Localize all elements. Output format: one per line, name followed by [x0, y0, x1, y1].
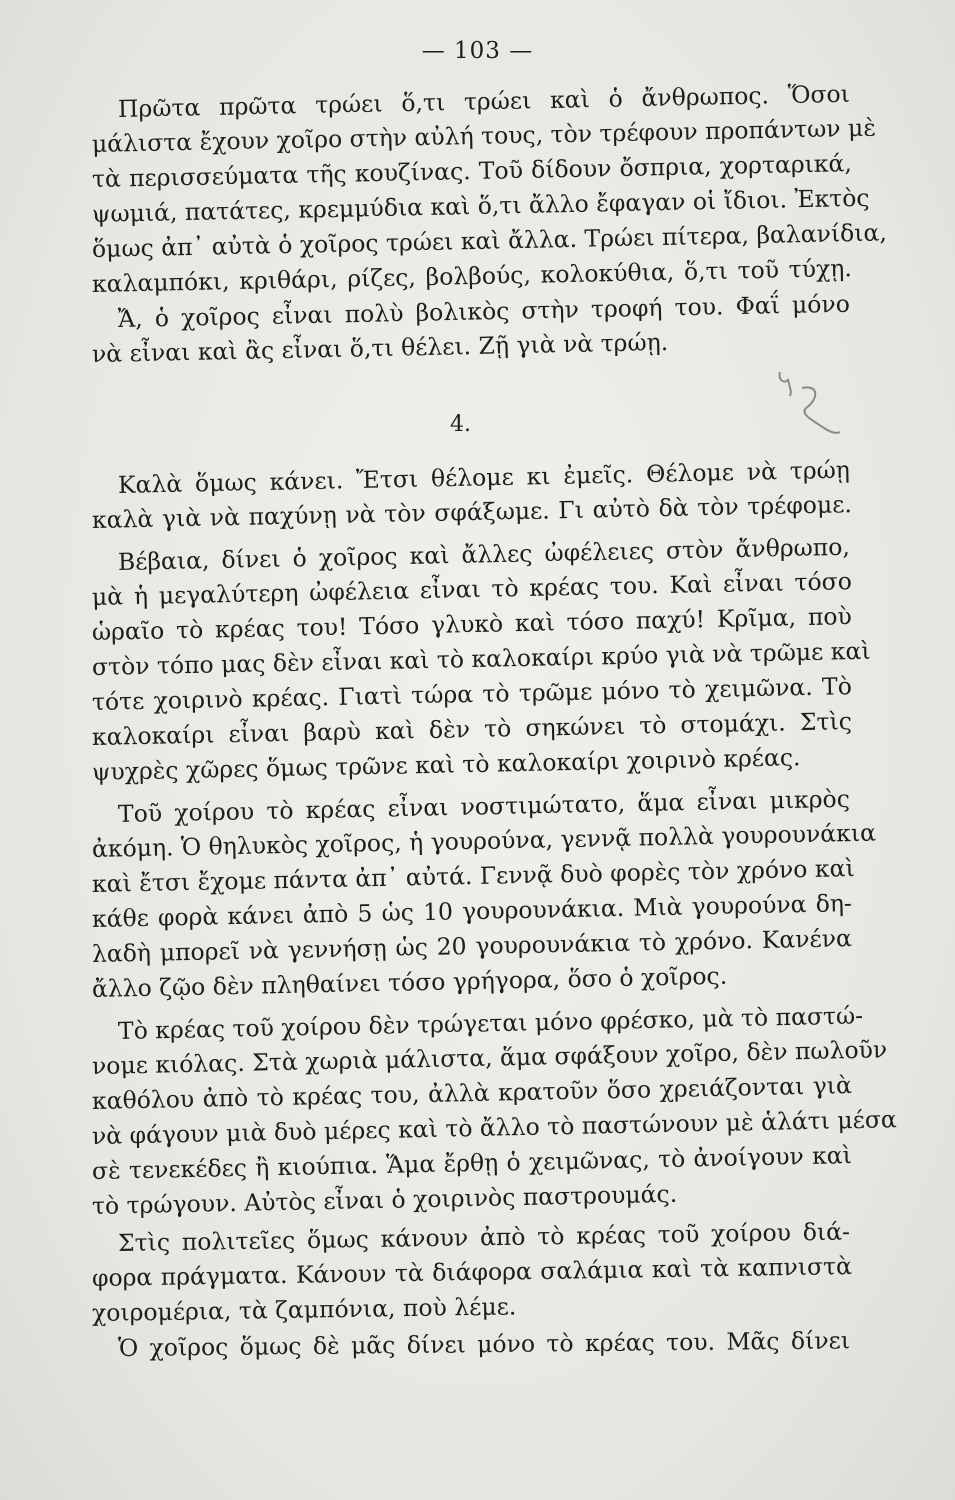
text-line: καλοκαίρι εἶναι βαρὺ καὶ δὲν τὸ σηκώνει τὸ στομάχι. Στὶς	[91, 707, 853, 751]
text-line: φορα πράγματα. Κάνουν τὰ διάφορα σαλάμια καὶ τὰ καπνιστὰ	[91, 1252, 853, 1292]
text-line: Καλὰ ὅμως κάνει. Ἔτσι θέλομε κι ἐμεῖς. Θέλομε νὰ τρώῃ	[117, 455, 851, 499]
text-line: νομε κιόλας. Στὰ χωριὰ μάλιστα, ἅμα σφάξουν χοῖρο, δὲν πωλοῦν	[91, 1035, 888, 1080]
text-line: κάθε φορὰ κάνει ἀπὸ 5 ὡς 10 γουρουνάκια. Μιὰ γουρούνα δη-	[91, 889, 853, 933]
text-line: μάλιστα ἔχουν χοῖρο στὴν αὐλή τους, τὸν τρέφουν προπάντων μὲ	[91, 113, 877, 158]
pencil-mark	[760, 358, 850, 448]
text-line: ὅμως ἀπ᾽ αὐτὰ ὁ χοῖρος τρώει καὶ ἄλλα. Τρώει πίτερα, βαλανίδια,	[91, 218, 888, 263]
text-line: καθόλου ἀπὸ τὸ κρέας του, ἀλλὰ κρατοῦν ὅσο χρειάζονται γιὰ	[91, 1071, 853, 1115]
text-line: Τὸ κρέας τοῦ χοίρου δὲν τρώγεται μόνο φρέσκο, μὰ τὸ παστώ-	[117, 1001, 864, 1045]
text-line: μὰ ἡ μεγαλύτερη ὠφέλεια εἶναι τὸ κρέας του. Καὶ εἶναι τόσο	[91, 567, 853, 611]
text-line: τὸ τρώγουν. Αὐτὸς εἶναι ὁ χοιρινὸς παστρουμάς.	[91, 1179, 678, 1220]
text-line: νὰ εἶναι καὶ ἂς εἶναι ὅ,τι θέλει. Ζῇ γιὰ νὰ τρώῃ.	[91, 327, 669, 368]
text-line: καλὰ γιὰ νὰ παχύνῃ νὰ τὸν σφάξωμε. Γι αὐτὸ δὰ τὸν τρέφομε.	[91, 490, 853, 534]
text-line: ψωμιά, πατάτες, κρεμμύδια καὶ ὅ,τι ἄλλο ἔφαγαν οἱ ἴδιοι. Ἐκτὸς	[91, 183, 870, 228]
text-line: νὰ φάγουν μιὰ δυὸ μέρες καὶ τὸ ἄλλο τὸ παστώνουν μὲ ἁλάτι μέσα	[91, 1105, 898, 1150]
page-number: — 103 —	[421, 38, 534, 64]
text-line: ὡραῖο τὸ κρέας του! Τόσο γλυκὸ καὶ τόσο παχύ! Κρῖμα, ποὺ	[91, 602, 853, 646]
text-line: Στὶς πολιτεῖες ὅμως κάνουν ἀπὸ τὸ κρέας τοῦ χοίρου διά-	[117, 1217, 851, 1257]
text-line: Τοῦ χοίρου τὸ κρέας εἶναι νοστιμώτατο, ἅμα εἶναι μικρὸς	[117, 784, 851, 828]
text-line: λαδὴ μπορεῖ νὰ γεννήσῃ ὡς 20 γουρουνάκια τὸ χρόνο. Κανένα	[91, 924, 853, 968]
text-line: ψυχρὲς χῶρες ὅμως τρῶνε καὶ τὸ καλοκαίρι χοιρινὸ κρέας.	[91, 743, 801, 786]
text-line: στὸν τόπο μας δὲν εἶναι καὶ τὸ καλοκαίρι κρύο γιὰ νὰ τρῶμε καὶ	[91, 636, 871, 681]
text-line: Ἄ, ὁ χοῖρος εἶναι πολὺ βολικὸς στὴν τροφή του. Φαΐ μόνο	[117, 289, 851, 333]
text-line: ἀκόμη. Ὁ θηλυκὸς χοῖρος, ἡ γουρούνα, γεννᾷ πολλὰ γουρουνάκια	[91, 818, 877, 863]
text-line: Πρῶτα πρῶτα τρώει ὅ,τι τρώει καὶ ὁ ἄνθρωπος. Ὅσοι	[117, 79, 851, 123]
section-number: 4.	[450, 412, 471, 437]
text-line: καὶ ἔτσι ἔχομε πάντα ἀπ᾽ αὐτά. Γεννᾷ δυὸ φορὲς τὸν χρόνο καὶ	[91, 854, 855, 898]
text-line: σὲ τενεκέδες ἢ κιούπια. Ἅμα ἔρθῃ ὁ χειμῶνας, τὸ ἀνοίγουν καὶ	[91, 1141, 853, 1185]
text-line: Βέβαια, δίνει ὁ χοῖρος καὶ ἄλλες ὠφέλειες στὸν ἄνθρωπο,	[117, 532, 851, 576]
text-line: τότε χοιρινὸ κρέας. Γιατὶ τώρα τὸ τρῶμε μόνο τὸ χειμῶνα. Τὸ	[91, 672, 853, 716]
text-line: καλαμπόκι, κριθάρι, ρίζες, βολβούς, κολοκύθια, ὅ,τι τοῦ τύχῃ.	[91, 254, 853, 298]
text-line: Ὁ χοῖρος ὅμως δὲ μᾶς δίνει μόνο τὸ κρέας του. Μᾶς δίνει	[117, 1326, 851, 1362]
text-line: τὰ περισσεύματα τῆς κουζίνας. Τοῦ δίδουν ὄσπρια, χορταρικά,	[91, 149, 853, 193]
text-line: χοιρομέρια, τὰ ζαμπόνια, ποὺ λέμε.	[91, 1292, 517, 1327]
text-line: ἄλλο ζῷο δὲν πληθαίνει τόσο γρήγορα, ὅσο ὁ χοῖρος.	[91, 961, 728, 1003]
